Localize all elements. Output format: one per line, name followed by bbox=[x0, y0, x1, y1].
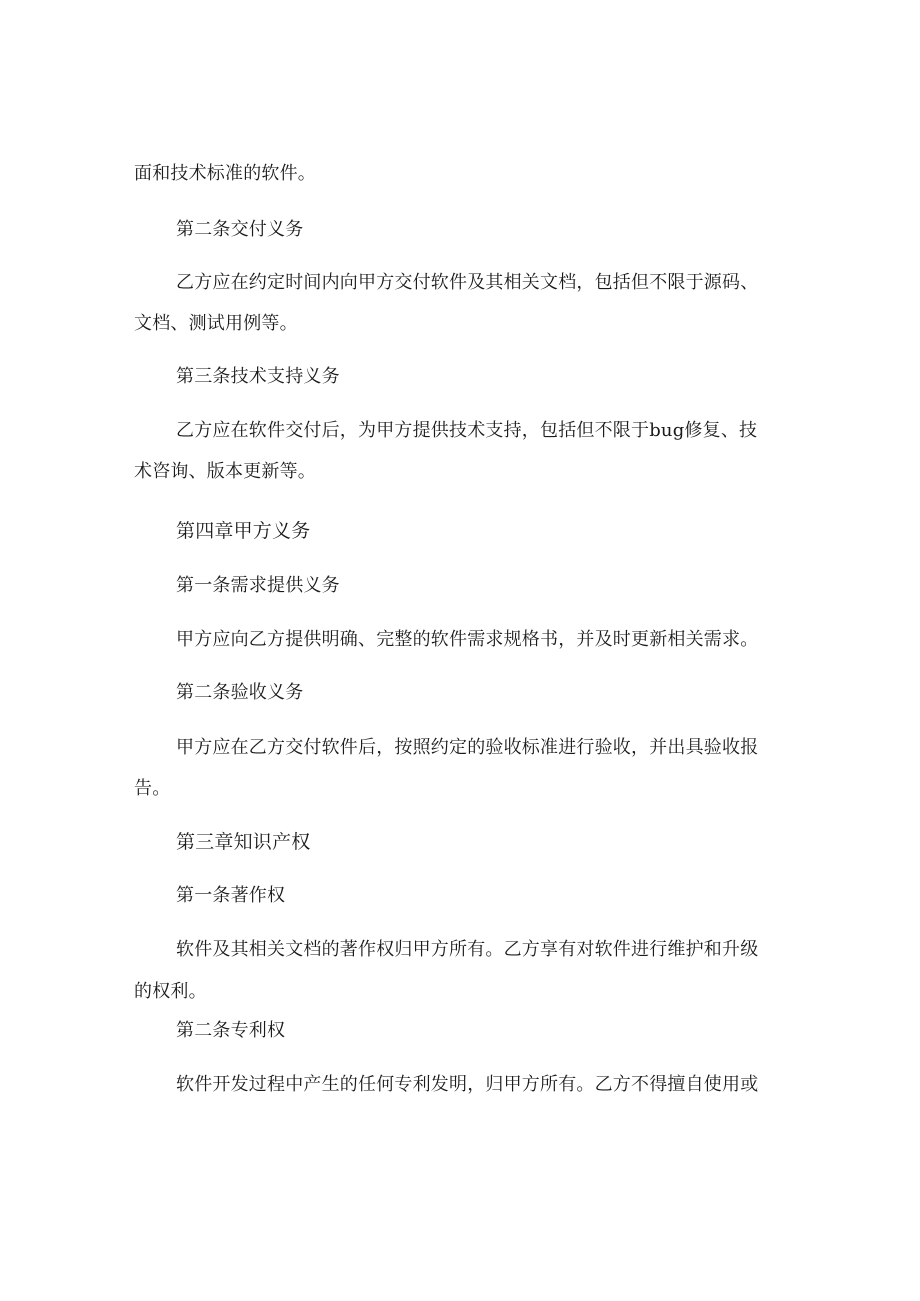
article-title: 第一条需求提供义务 bbox=[176, 575, 340, 596]
chapter-heading: 第四章甲方义务 bbox=[176, 520, 311, 542]
article-title: 第三条技术支持义务 bbox=[176, 366, 340, 387]
article-title: 第二条验收义务 bbox=[176, 682, 304, 703]
paragraph-line: 甲方应在乙方交付软件后，按照约定的验收标准进行验收，并出具验收报 bbox=[176, 737, 759, 758]
chapter-heading: 第三章知识产权 bbox=[176, 831, 311, 853]
article-title: 第二条交付义务 bbox=[176, 219, 304, 240]
paragraph-line: 甲方应向乙方提供明确、完整的软件需求规格书，并及时更新相关需求。 bbox=[176, 629, 759, 650]
paragraph-line: 乙方应在约定时间内向甲方交付软件及其相关文档，包括但不限于源码、 bbox=[176, 272, 759, 293]
article-title: 第二条专利权 bbox=[176, 1020, 286, 1041]
paragraph-continuation: 面和技术标准的软件。 bbox=[134, 163, 316, 184]
article-title: 第一条著作权 bbox=[176, 885, 286, 906]
paragraph-line: 的权利。 bbox=[134, 981, 207, 1002]
paragraph-line: 软件开发过程中产生的任何专利发明，归甲方所有。乙方不得擅自使用或 bbox=[176, 1074, 759, 1095]
paragraph-line: 术咨询、版本更新等。 bbox=[134, 461, 316, 482]
paragraph-line: 告。 bbox=[134, 778, 171, 799]
paragraph-line: 乙方应在软件交付后，为甲方提供技术支持，包括但不限于bug修复、技 bbox=[176, 420, 758, 441]
paragraph-line: 文档、测试用例等。 bbox=[134, 313, 298, 334]
paragraph-line: 软件及其相关文档的著作权归甲方所有。乙方享有对软件进行维护和升级 bbox=[176, 939, 759, 960]
